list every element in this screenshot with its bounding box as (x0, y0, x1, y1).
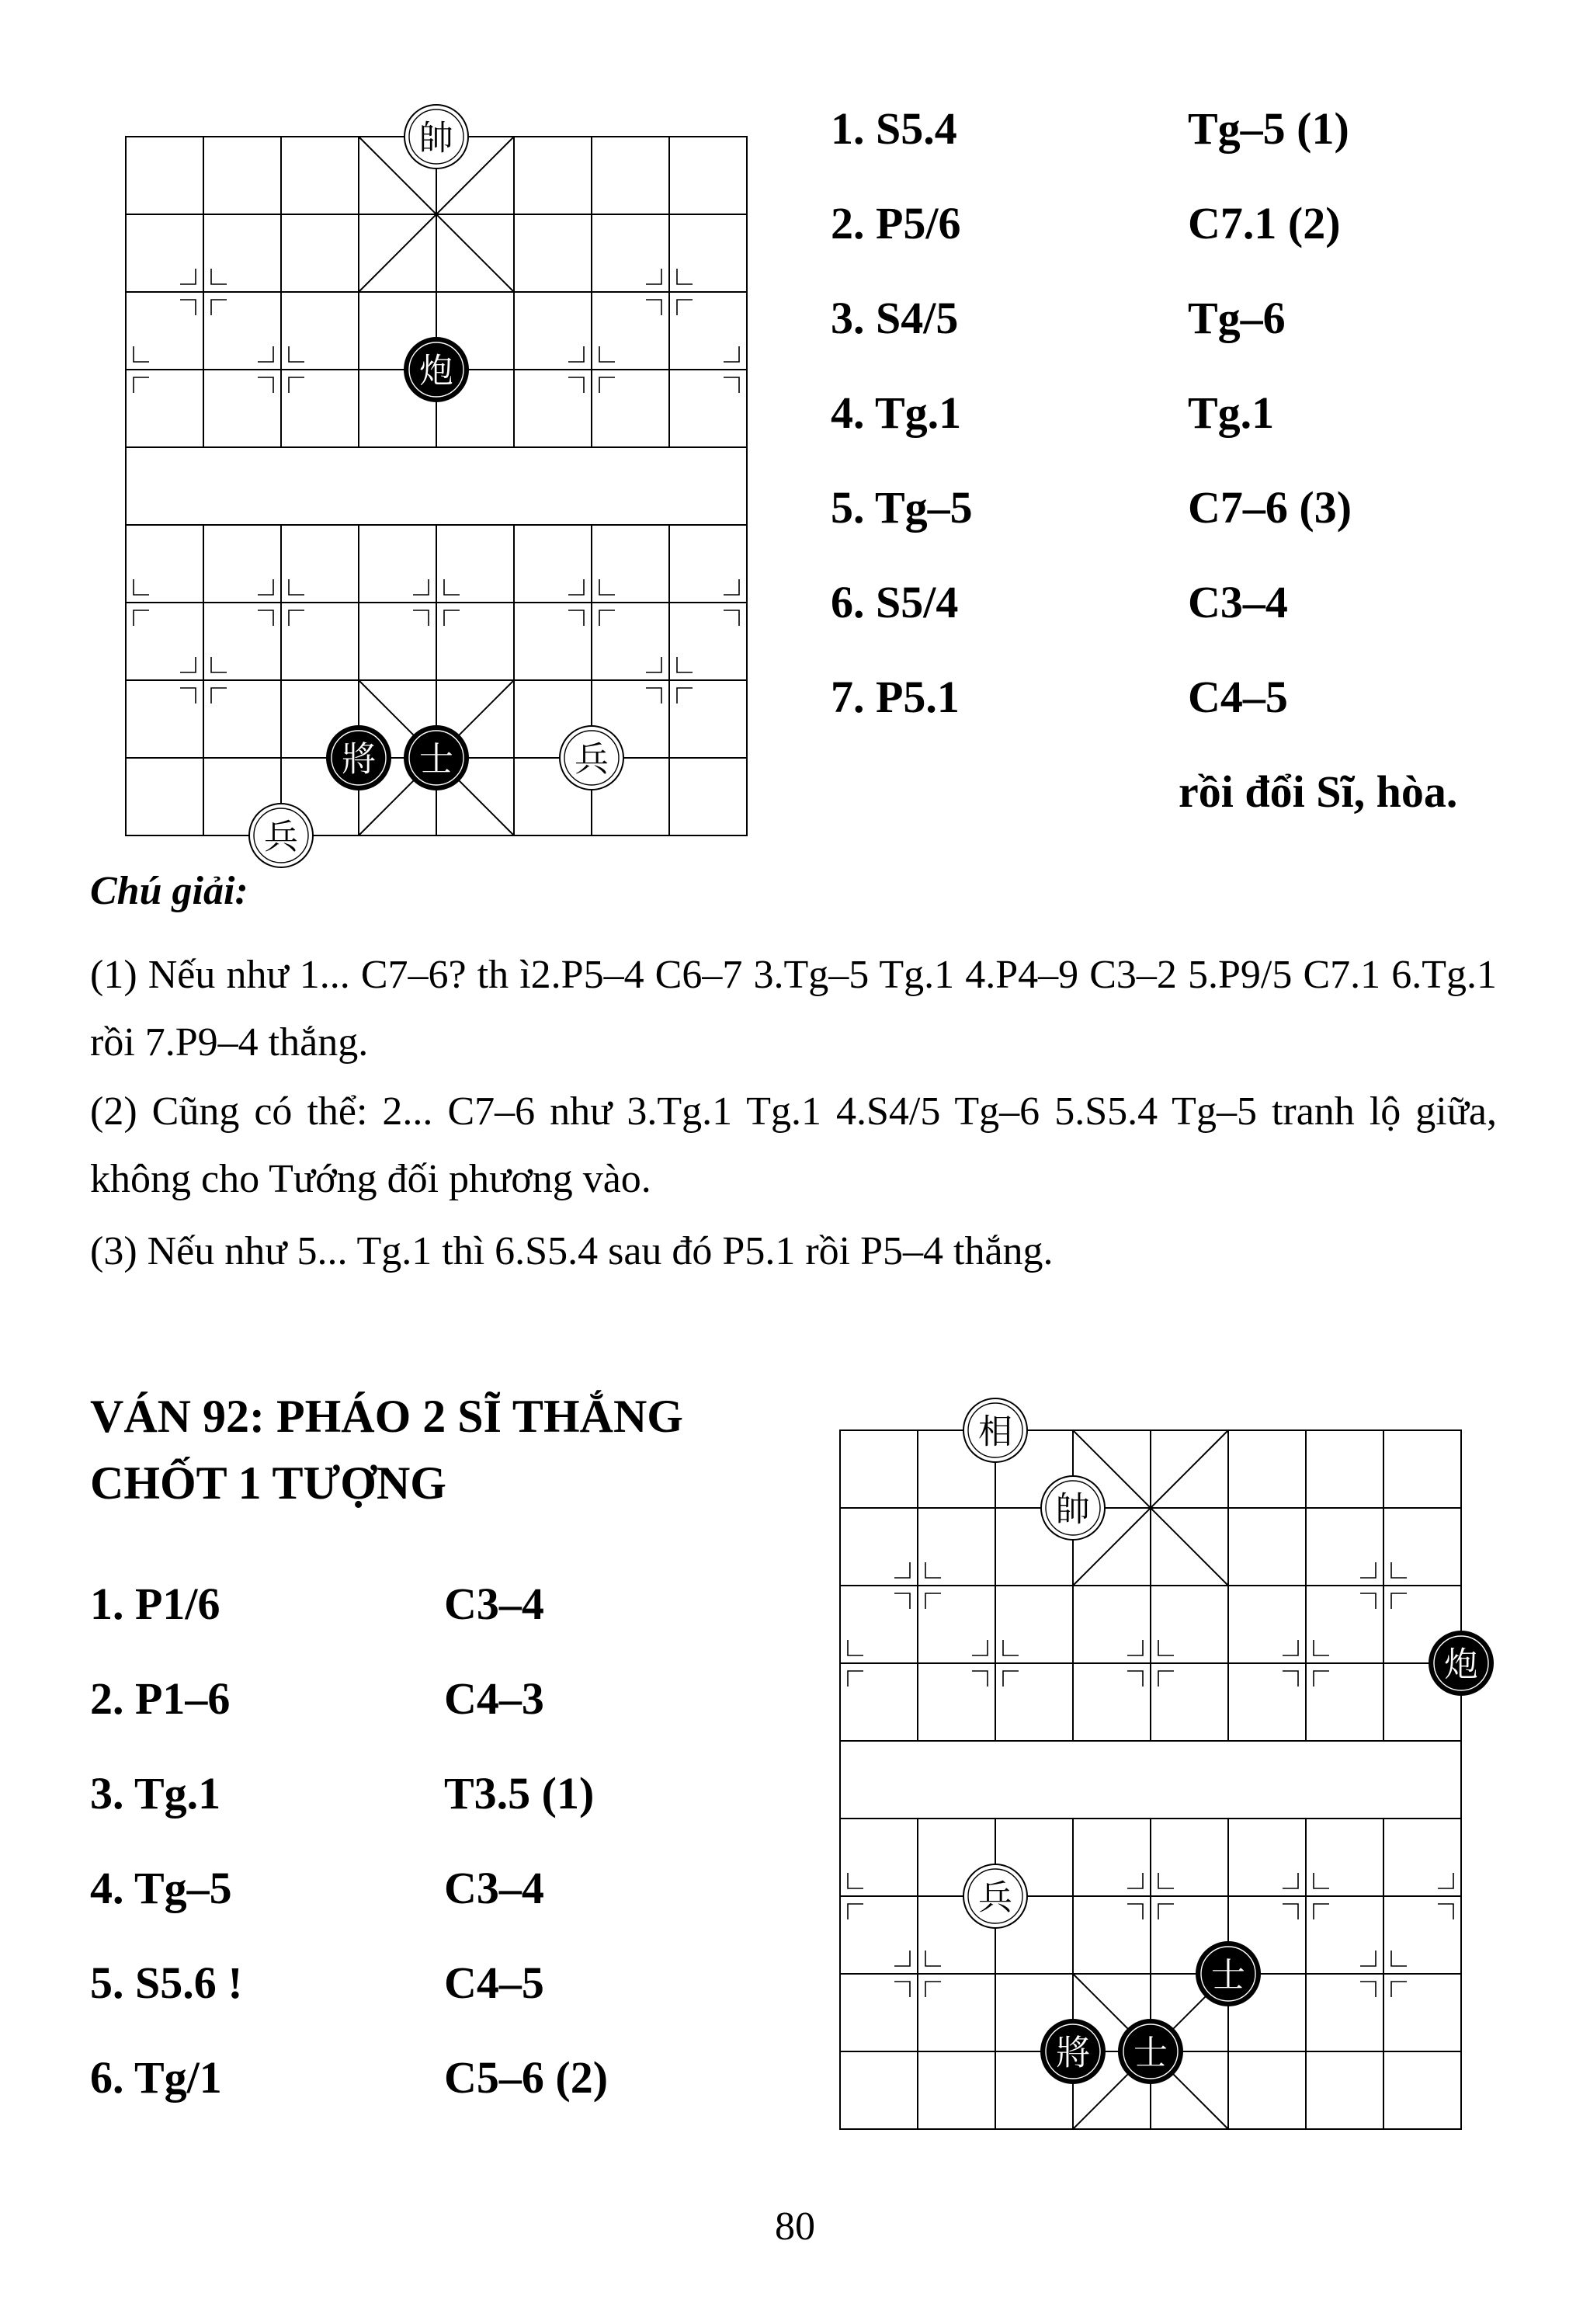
position-marker (1158, 1671, 1174, 1687)
note-3: (3) Nếu như 5... Tg.1 thì 6.S5.4 sau đó P5.1 rồi P5–4 thắng. (90, 1229, 1054, 1273)
position-marker (1283, 1640, 1298, 1655)
page-number: 80 (775, 2204, 815, 2249)
board-bottom-svg (840, 1412, 1478, 2129)
position-marker (646, 688, 661, 703)
note-2: (2) Cũng có thể: 2... C7–6 như 3.Tg.1 Tg.1 4.S4/5 Tg–6 5.S5.4 Tg–5 tranh lộ giữa, không cho Tướng đối phương vào. (90, 1089, 1497, 1201)
top-result: rồi đổi Sĩ, hòa. (1179, 766, 1458, 817)
move-white: 2. P1–6 (90, 1673, 231, 1724)
position-marker (724, 610, 739, 626)
position-marker (1360, 1593, 1376, 1609)
board-top-svg (126, 118, 747, 857)
position-marker (1314, 1640, 1329, 1655)
move-white: 5. S5.6 ! (90, 1958, 243, 2008)
position-marker (894, 1951, 910, 1966)
position-marker (134, 610, 149, 626)
position-marker (1158, 1640, 1174, 1655)
move-black: C4–3 (444, 1673, 544, 1724)
piece-label: 帥 (419, 118, 453, 158)
position-marker (1158, 1873, 1174, 1888)
position-marker (646, 300, 661, 315)
piece-red (1041, 1476, 1105, 1540)
position-marker (677, 657, 693, 672)
move-white: 7. P5.1 (831, 672, 960, 722)
position-marker (1003, 1671, 1019, 1687)
piece-black (1429, 1631, 1493, 1695)
position-marker (413, 579, 429, 595)
move-black: C3–4 (444, 1863, 544, 1913)
piece-label: 炮 (1444, 1645, 1478, 1685)
position-marker (925, 1593, 941, 1609)
position-marker (848, 1904, 863, 1919)
piece-label: 士 (1133, 2033, 1168, 2073)
piece-red (963, 1398, 1027, 1462)
position-marker (1003, 1640, 1019, 1655)
position-marker (599, 579, 615, 595)
move-black: C4–5 (444, 1958, 544, 2008)
position-marker (724, 346, 739, 362)
piece-black (1196, 1942, 1260, 2006)
position-marker (599, 610, 615, 626)
piece-label: 將 (342, 739, 376, 780)
piece-label: 兵 (264, 817, 298, 857)
position-marker (180, 657, 196, 672)
position-marker (894, 1982, 910, 1997)
position-marker (848, 1640, 863, 1655)
position-marker (568, 579, 584, 595)
position-marker (211, 269, 227, 284)
position-marker (925, 1982, 941, 1997)
position-marker (444, 610, 460, 626)
position-marker (568, 346, 584, 362)
piece-label: 兵 (575, 739, 609, 780)
move-white: 4. Tg.1 (831, 387, 962, 438)
piece-label: 兵 (978, 1878, 1012, 1918)
position-marker (1127, 1640, 1143, 1655)
move-black: C4–5 (1188, 672, 1288, 722)
position-marker (1391, 1982, 1407, 1997)
move-white: 5. Tg–5 (831, 482, 973, 533)
move-black: C5–6 (2) (444, 2052, 609, 2103)
game-title-line2: CHỐT 1 TƯỢNG (90, 1457, 446, 1509)
move-white: 1. P1/6 (90, 1579, 220, 1629)
position-marker (211, 688, 227, 703)
piece-label: 炮 (419, 351, 453, 391)
position-marker (134, 579, 149, 595)
piece-black (404, 338, 468, 401)
move-black: Tg–5 (1) (1188, 103, 1349, 154)
position-marker (180, 269, 196, 284)
position-marker (894, 1562, 910, 1578)
move-black: T3.5 (1) (444, 1768, 595, 1819)
piece-label: 相 (978, 1412, 1012, 1452)
position-marker (1127, 1873, 1143, 1888)
position-marker (1438, 1873, 1453, 1888)
position-marker (211, 300, 227, 315)
move-black: C3–4 (1188, 577, 1288, 627)
position-marker (646, 269, 661, 284)
move-white: 6. Tg/1 (90, 2052, 222, 2103)
position-marker (1283, 1904, 1298, 1919)
move-black: C3–4 (444, 1579, 544, 1629)
game-title-line1: VÁN 92: PHÁO 2 SĨ THẮNG (90, 1391, 683, 1442)
position-marker (258, 610, 273, 626)
board-bottom (840, 1412, 1478, 2129)
position-marker (180, 300, 196, 315)
position-marker (1391, 1951, 1407, 1966)
position-marker (1283, 1671, 1298, 1687)
piece-label: 將 (1056, 2033, 1090, 2073)
position-marker (258, 579, 273, 595)
position-marker (568, 610, 584, 626)
position-marker (444, 579, 460, 595)
move-white: 1. S5.4 (831, 103, 957, 154)
piece-label: 帥 (1056, 1489, 1090, 1530)
position-marker (1283, 1873, 1298, 1888)
piece-red (963, 1864, 1027, 1928)
position-marker (925, 1951, 941, 1966)
notes-heading: Chú giải: (90, 869, 248, 913)
move-white: 4. Tg–5 (90, 1863, 232, 1913)
piece-black (327, 726, 391, 790)
position-marker (1314, 1904, 1329, 1919)
position-marker (258, 346, 273, 362)
position-marker (289, 346, 304, 362)
position-marker (1391, 1593, 1407, 1609)
position-marker (599, 346, 615, 362)
position-marker (568, 377, 584, 393)
position-marker (289, 579, 304, 595)
move-white: 3. S4/5 (831, 293, 959, 343)
move-white: 3. Tg.1 (90, 1768, 221, 1819)
position-marker (1314, 1671, 1329, 1687)
position-marker (1391, 1562, 1407, 1578)
position-marker (677, 300, 693, 315)
position-marker (925, 1562, 941, 1578)
move-black: C7–6 (3) (1188, 482, 1352, 533)
position-marker (677, 688, 693, 703)
piece-red (249, 804, 313, 867)
position-marker (289, 610, 304, 626)
position-marker (134, 377, 149, 393)
position-marker (1158, 1904, 1174, 1919)
position-marker (211, 657, 227, 672)
piece-label: 士 (419, 739, 453, 780)
note-1: (1) Nếu như 1... C7–6? th ì2.P5–4 C6–7 3.Tg–5 Tg.1 4.P4–9 C3–2 5.P9/5 C7.1 6.Tg.1 rồi 7.P9–4 thắng. (90, 953, 1497, 1065)
position-marker (413, 610, 429, 626)
move-black: C7.1 (2) (1188, 198, 1341, 248)
piece-red (404, 105, 468, 168)
move-white: 2. P5/6 (831, 198, 961, 248)
position-marker (848, 1671, 863, 1687)
position-marker (1127, 1904, 1143, 1919)
piece-black (1119, 2020, 1182, 2083)
position-marker (1360, 1951, 1376, 1966)
position-marker (972, 1671, 988, 1687)
position-marker (134, 346, 149, 362)
position-marker (1360, 1982, 1376, 1997)
position-marker (724, 579, 739, 595)
piece-black (1041, 2020, 1105, 2083)
piece-label: 士 (1211, 1955, 1245, 1996)
position-marker (848, 1873, 863, 1888)
position-marker (677, 269, 693, 284)
position-marker (1438, 1904, 1453, 1919)
position-marker (258, 377, 273, 393)
position-marker (894, 1593, 910, 1609)
move-white: 6. S5/4 (831, 577, 959, 627)
piece-red (560, 726, 623, 790)
position-marker (972, 1640, 988, 1655)
piece-black (404, 726, 468, 790)
position-marker (599, 377, 615, 393)
position-marker (1127, 1671, 1143, 1687)
move-black: Tg–6 (1188, 293, 1286, 343)
position-marker (646, 657, 661, 672)
position-marker (289, 377, 304, 393)
position-marker (1314, 1873, 1329, 1888)
board-top (126, 118, 747, 857)
position-marker (180, 688, 196, 703)
position-marker (724, 377, 739, 393)
move-black: Tg.1 (1188, 387, 1275, 438)
position-marker (1360, 1562, 1376, 1578)
